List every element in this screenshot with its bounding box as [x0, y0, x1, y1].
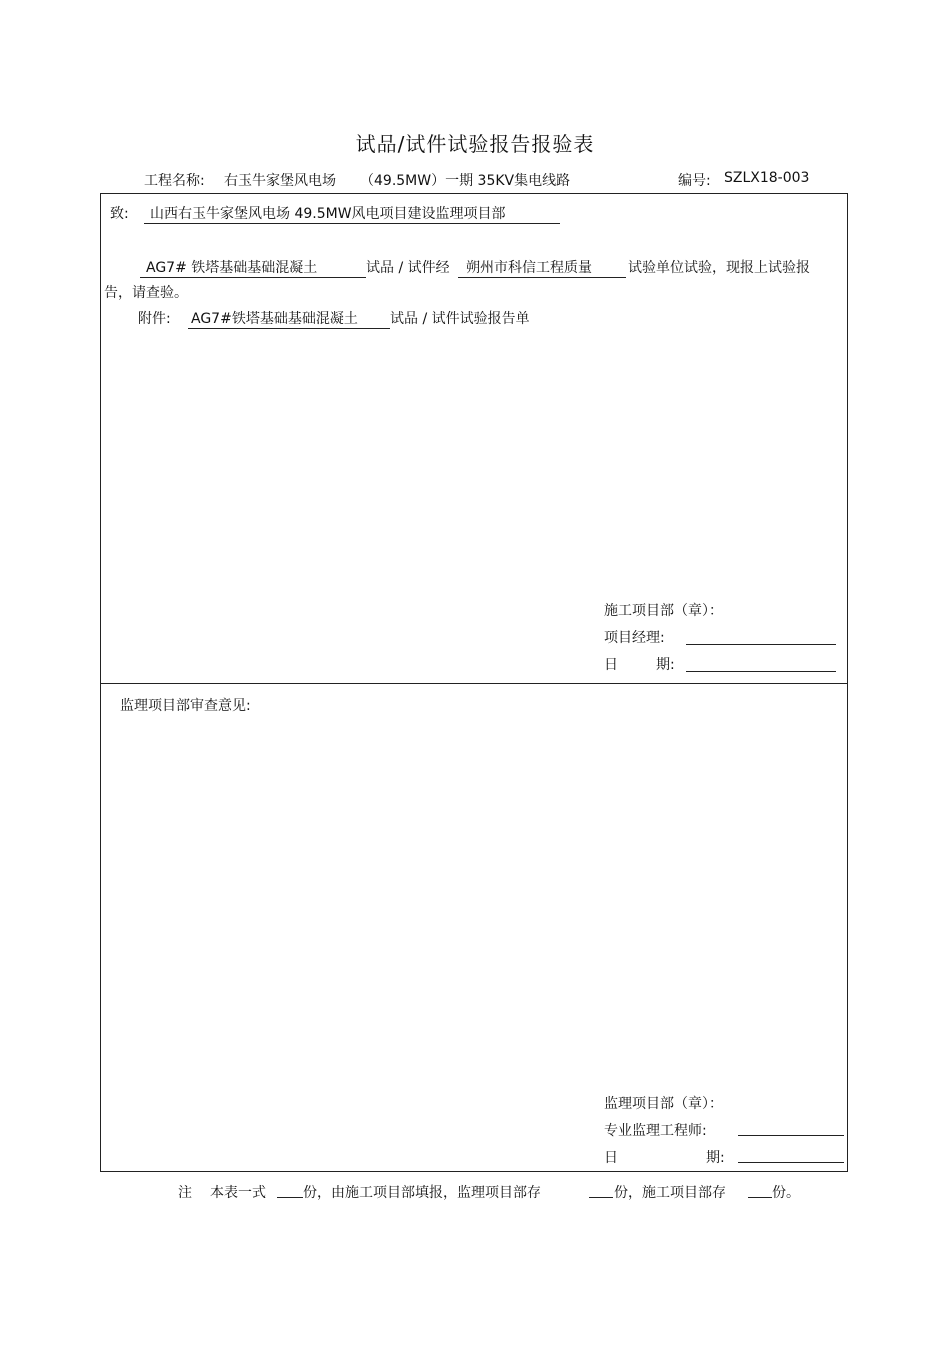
project-manager-signature-field[interactable] [686, 644, 836, 645]
sample-text-2: 试验单位试验，现报上试验报 [628, 260, 810, 276]
to-recipient-field[interactable]: 山西右玉牛家堡风电场 49.5MW风电项目建设监理项目部 [144, 203, 560, 224]
footer-text-2: 份，由施工项目部填报，监理项目部存 [303, 1185, 541, 1201]
attachment-suffix: 试品 / 试件试验报告单 [390, 311, 530, 327]
number-label: 编号: [678, 173, 711, 189]
copies-total-field[interactable] [277, 1197, 303, 1198]
construction-dept-seal-label: 施工项目部（章）： [604, 603, 723, 619]
sample-text-3: 告，请查验。 [104, 285, 188, 301]
number-value: SZLX18-003 [724, 170, 810, 186]
construction-date-label-1: 日 [604, 657, 618, 673]
supervision-dept-seal-label: 监理项目部（章）： [604, 1096, 723, 1112]
review-date-label-2: 期: [706, 1150, 725, 1166]
project-name-label: 工程名称: [144, 173, 205, 189]
review-date-label-1: 日 [604, 1150, 618, 1166]
sample-name-field[interactable]: AG7# 铁塔基础基础混凝土 [140, 257, 366, 278]
project-name-value: 右玉牛家堡风电场 [224, 173, 336, 189]
construction-date-label-2: 期: [656, 657, 675, 673]
section-divider [100, 683, 848, 684]
construction-date-field[interactable] [686, 671, 836, 672]
project-manager-label: 项目经理: [604, 630, 665, 646]
sample-text-1: 试品 / 试件经 [366, 260, 450, 276]
page-title: 试品/试件试验报告报验表 [355, 132, 595, 156]
footer-text-3: 份，施工项目部存 [614, 1185, 726, 1201]
project-spec-value: （49.5MW）一期 35KV集电线路 [360, 173, 571, 189]
to-label: 致: [110, 206, 129, 222]
copies-supervision-field[interactable] [589, 1197, 613, 1198]
footer-text-1: 本表一式 [210, 1185, 266, 1201]
review-date-field[interactable] [738, 1162, 844, 1163]
attachment-field[interactable]: AG7#铁塔基础基础混凝土 [188, 308, 390, 329]
copies-construction-field[interactable] [748, 1197, 772, 1198]
lab-name-field[interactable]: 朔州市科信工程质量 [458, 257, 626, 278]
review-opinion-label: 监理项目部审查意见: [120, 698, 251, 714]
supervising-engineer-label: 专业监理工程师: [604, 1123, 707, 1139]
attachment-label: 附件: [138, 311, 171, 327]
supervising-engineer-signature-field[interactable] [738, 1135, 844, 1136]
footer-note-label: 注 [178, 1185, 192, 1201]
footer-text-4: 份。 [772, 1185, 800, 1201]
